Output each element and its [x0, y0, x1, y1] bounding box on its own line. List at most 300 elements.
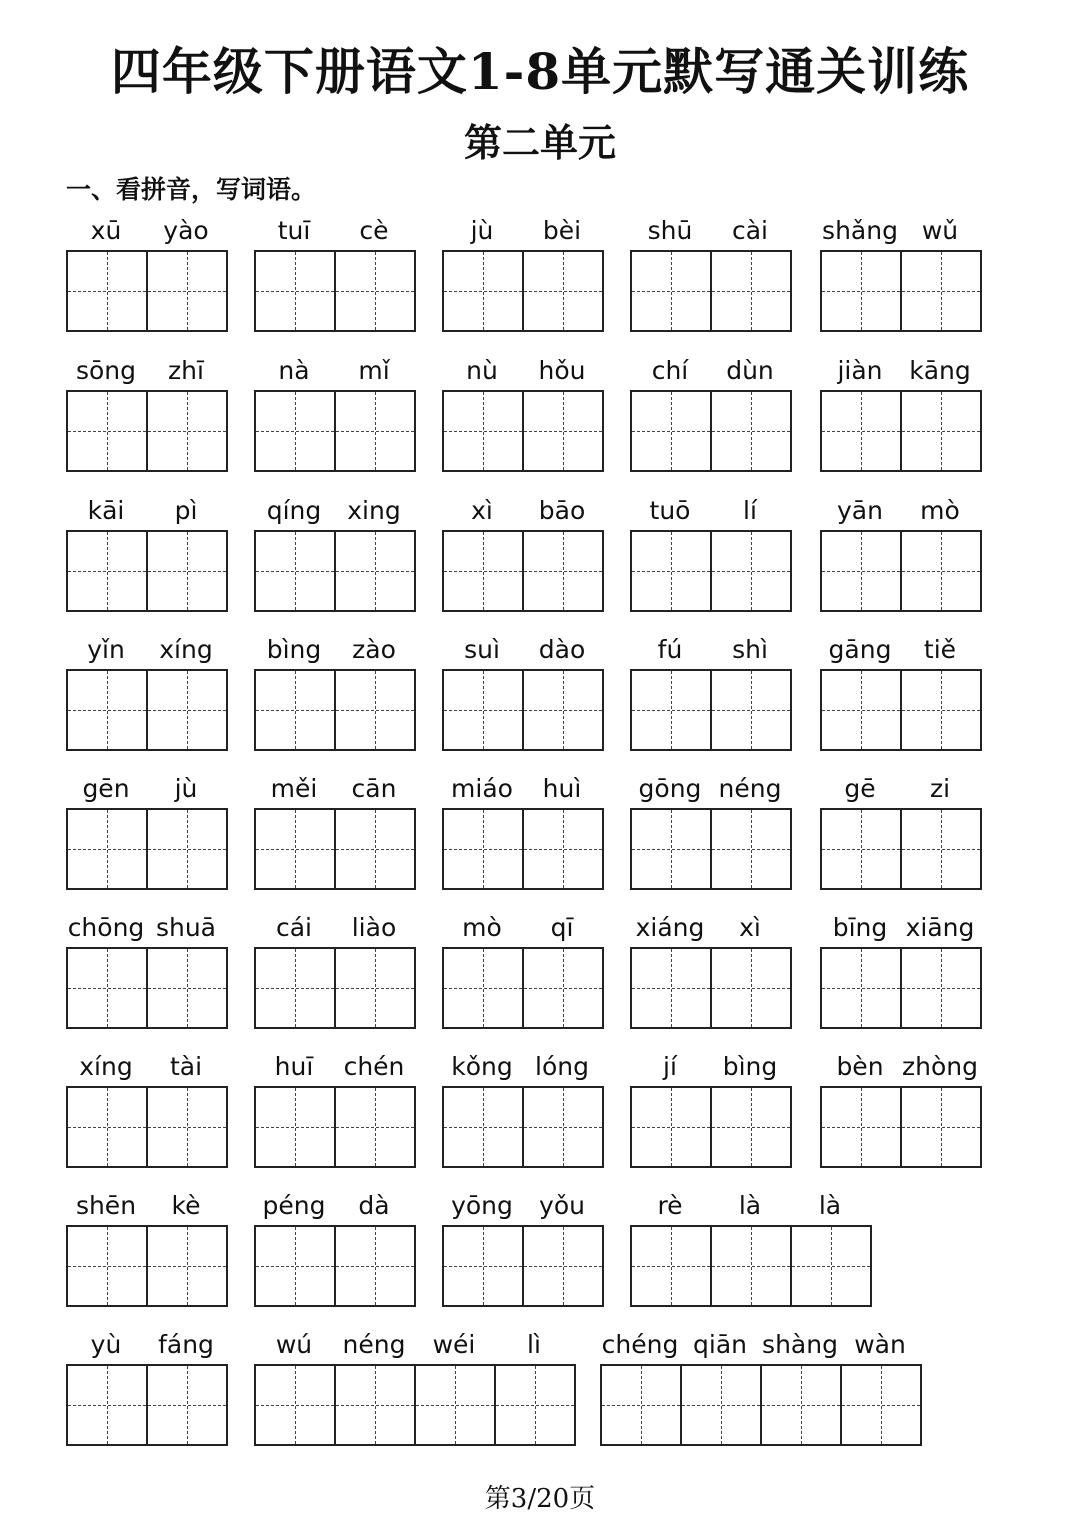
- tianzige-cell[interactable]: [900, 1086, 982, 1168]
- word-item: [254, 1328, 576, 1446]
- word-item: [442, 772, 604, 890]
- tianzige-cell[interactable]: [790, 1225, 872, 1307]
- tianzige-cell[interactable]: [900, 808, 982, 890]
- pinyin-syllable: lì: [527, 1330, 541, 1359]
- pinyin-line: [254, 354, 414, 390]
- writing-boxes: [254, 530, 416, 612]
- writing-boxes: [254, 250, 416, 332]
- writing-boxes: [630, 808, 792, 890]
- tianzige-cell[interactable]: [254, 390, 336, 472]
- word-row: [0, 214, 1080, 344]
- pinyin-syllable: tiě: [923, 635, 957, 664]
- pinyin-syllable: bìng: [722, 1052, 778, 1081]
- writing-boxes: [66, 947, 228, 1029]
- word-item: [630, 354, 792, 472]
- pinyin-syllable: gēn: [82, 774, 130, 803]
- tianzige-cell[interactable]: [820, 669, 902, 751]
- tianzige-cell[interactable]: [820, 947, 902, 1029]
- pinyin-line: [254, 214, 414, 250]
- tianzige-cell[interactable]: [820, 390, 902, 472]
- pinyin-syllable: yào: [163, 216, 209, 245]
- writing-boxes: [630, 1086, 792, 1168]
- pinyin-syllable: bāo: [538, 496, 586, 525]
- tianzige-cell[interactable]: [334, 808, 416, 890]
- writing-boxes: [254, 1086, 416, 1168]
- pinyin-line: [66, 214, 226, 250]
- pinyin-syllable: shēn: [75, 1191, 137, 1220]
- tianzige-cell[interactable]: [494, 1364, 576, 1446]
- tianzige-cell[interactable]: [710, 390, 792, 472]
- tianzige-cell[interactable]: [710, 250, 792, 332]
- pinyin-syllable: mò: [920, 496, 960, 525]
- tianzige-cell[interactable]: [820, 250, 902, 332]
- pinyin-syllable: yǐn: [87, 635, 125, 664]
- tianzige-cell[interactable]: [760, 1364, 842, 1446]
- tianzige-cell[interactable]: [630, 947, 712, 1029]
- word-item: [66, 911, 228, 1029]
- writing-boxes: [442, 530, 604, 612]
- pinyin-syllable: sōng: [75, 356, 137, 385]
- pinyin-syllable: hǒu: [538, 356, 586, 385]
- tianzige-cell[interactable]: [442, 250, 524, 332]
- tianzige-cell[interactable]: [630, 390, 712, 472]
- pinyin-line: [630, 214, 790, 250]
- tianzige-cell[interactable]: [630, 808, 712, 890]
- pinyin-line: [66, 354, 226, 390]
- pinyin-syllable: bèi: [542, 216, 582, 245]
- writing-boxes: [254, 947, 416, 1029]
- pinyin-line: [442, 1189, 602, 1225]
- word-item: [66, 772, 228, 890]
- writing-boxes: [820, 947, 982, 1029]
- writing-boxes: [630, 947, 792, 1029]
- pinyin-syllable: chí: [651, 356, 689, 385]
- tianzige-cell[interactable]: [146, 390, 228, 472]
- word-item: [442, 214, 604, 332]
- tianzige-cell[interactable]: [254, 1086, 336, 1168]
- word-row: [0, 1328, 1080, 1458]
- pinyin-syllable: gē: [844, 774, 876, 803]
- pinyin-syllable: shǎng: [822, 216, 898, 245]
- writing-boxes: [820, 1086, 982, 1168]
- pinyin-syllable: là: [818, 1191, 842, 1220]
- tianzige-cell[interactable]: [710, 669, 792, 751]
- writing-boxes: [254, 1225, 416, 1307]
- word-item: [820, 772, 982, 890]
- tianzige-cell[interactable]: [442, 530, 524, 612]
- tianzige-cell[interactable]: [680, 1364, 762, 1446]
- writing-boxes: [254, 808, 416, 890]
- tianzige-cell[interactable]: [334, 390, 416, 472]
- pinyin-syllable: xū: [90, 216, 122, 245]
- pinyin-syllable: chéng: [601, 1330, 679, 1359]
- tianzige-cell[interactable]: [254, 530, 336, 612]
- pinyin-syllable: bīng: [832, 913, 888, 942]
- pinyin-line: [442, 214, 602, 250]
- tianzige-cell[interactable]: [840, 1364, 922, 1446]
- tianzige-cell[interactable]: [66, 250, 148, 332]
- writing-boxes: [66, 530, 228, 612]
- pinyin-syllable: lí: [743, 496, 757, 525]
- tianzige-cell[interactable]: [66, 1086, 148, 1168]
- tianzige-cell[interactable]: [522, 808, 604, 890]
- word-item: [254, 494, 416, 612]
- pinyin-line: [442, 354, 602, 390]
- tianzige-cell[interactable]: [146, 1086, 228, 1168]
- word-row: [0, 1050, 1080, 1180]
- tianzige-cell[interactable]: [820, 1086, 902, 1168]
- pinyin-syllable: jù: [174, 774, 198, 803]
- tianzige-cell[interactable]: [146, 530, 228, 612]
- writing-boxes: [254, 669, 416, 751]
- pinyin-line: [66, 633, 226, 669]
- pinyin-line: [630, 494, 790, 530]
- pinyin-syllable: mò: [462, 913, 502, 942]
- word-item: [254, 911, 416, 1029]
- pinyin-syllable: néng: [342, 1330, 406, 1359]
- tianzige-cell[interactable]: [334, 947, 416, 1029]
- pinyin-syllable: fú: [657, 635, 683, 664]
- tianzige-cell[interactable]: [66, 947, 148, 1029]
- pinyin-line: [254, 1328, 574, 1364]
- tianzige-cell[interactable]: [820, 808, 902, 890]
- exercise-instruction: 一、看拼音，写词语。: [66, 175, 317, 204]
- pinyin-syllable: mǐ: [358, 356, 390, 385]
- word-item: [442, 354, 604, 472]
- pinyin-line: [442, 1050, 602, 1086]
- writing-boxes: [820, 808, 982, 890]
- pinyin-syllable: nà: [278, 356, 310, 385]
- pinyin-syllable: huī: [274, 1052, 314, 1081]
- pinyin-line: [630, 354, 790, 390]
- word-item: [66, 214, 228, 332]
- tianzige-cell[interactable]: [522, 1086, 604, 1168]
- pinyin-syllable: yān: [837, 496, 883, 525]
- pinyin-syllable: suì: [464, 635, 500, 664]
- pinyin-syllable: xíng: [79, 1052, 133, 1081]
- unit-subtitle: 第二单元: [463, 120, 616, 165]
- pinyin-syllable: tuī: [277, 216, 311, 245]
- word-item: [820, 633, 982, 751]
- pinyin-syllable: miáo: [451, 774, 513, 803]
- pinyin-syllable: xì: [739, 913, 761, 942]
- pinyin-syllable: dà: [358, 1191, 390, 1220]
- tianzige-cell[interactable]: [900, 250, 982, 332]
- word-row: [0, 633, 1080, 763]
- tianzige-cell[interactable]: [710, 530, 792, 612]
- writing-boxes: [66, 1364, 228, 1446]
- writing-boxes: [820, 669, 982, 751]
- tianzige-cell[interactable]: [442, 1086, 524, 1168]
- tianzige-cell[interactable]: [334, 669, 416, 751]
- tianzige-cell[interactable]: [442, 1225, 524, 1307]
- tianzige-cell[interactable]: [900, 947, 982, 1029]
- word-item: [820, 214, 982, 332]
- pinyin-syllable: shì: [732, 635, 768, 664]
- word-item: [442, 1050, 604, 1168]
- pinyin-line: [630, 911, 790, 947]
- word-row: [0, 354, 1080, 484]
- tianzige-cell[interactable]: [146, 1225, 228, 1307]
- tianzige-cell[interactable]: [146, 947, 228, 1029]
- tianzige-cell[interactable]: [254, 808, 336, 890]
- tianzige-cell[interactable]: [334, 1086, 416, 1168]
- pinyin-syllable: fáng: [158, 1330, 214, 1359]
- writing-boxes: [820, 250, 982, 332]
- tianzige-cell[interactable]: [146, 808, 228, 890]
- pinyin-line: [820, 633, 980, 669]
- pinyin-line: [254, 772, 414, 808]
- tianzige-cell[interactable]: [522, 669, 604, 751]
- word-item: [442, 633, 604, 751]
- word-item: [442, 1189, 604, 1307]
- page-number: 第3/20页: [484, 1484, 596, 1514]
- word-item: [66, 1328, 228, 1446]
- tianzige-cell[interactable]: [254, 947, 336, 1029]
- writing-boxes: [600, 1364, 922, 1446]
- tianzige-cell[interactable]: [146, 1364, 228, 1446]
- pinyin-syllable: jù: [470, 216, 494, 245]
- pinyin-syllable: cài: [731, 216, 768, 245]
- pinyin-line: [254, 494, 414, 530]
- writing-boxes: [442, 669, 604, 751]
- tianzige-cell[interactable]: [66, 1364, 148, 1446]
- word-row: [0, 911, 1080, 1041]
- tianzige-cell[interactable]: [630, 1225, 712, 1307]
- pinyin-syllable: měi: [270, 774, 318, 803]
- word-item: [820, 1050, 982, 1168]
- tianzige-cell[interactable]: [442, 390, 524, 472]
- pinyin-syllable: liào: [351, 913, 397, 942]
- pinyin-line: [820, 354, 980, 390]
- pinyin-syllable: rè: [657, 1191, 683, 1220]
- pinyin-syllable: wéi: [432, 1330, 476, 1359]
- tianzige-cell[interactable]: [630, 530, 712, 612]
- word-item: [630, 1189, 872, 1307]
- tianzige-cell[interactable]: [710, 947, 792, 1029]
- pinyin-line: [442, 772, 602, 808]
- word-item: [820, 354, 982, 472]
- pinyin-syllable: kāi: [87, 496, 125, 525]
- pinyin-line: [630, 772, 790, 808]
- word-item: [66, 633, 228, 751]
- word-item: [630, 494, 792, 612]
- pinyin-syllable: jiàn: [837, 356, 883, 385]
- pinyin-line: [66, 1328, 226, 1364]
- writing-boxes: [66, 808, 228, 890]
- word-item: [600, 1328, 922, 1446]
- tianzige-cell[interactable]: [334, 250, 416, 332]
- writing-boxes: [66, 669, 228, 751]
- pinyin-line: [600, 1328, 920, 1364]
- tianzige-cell[interactable]: [900, 390, 982, 472]
- tianzige-cell[interactable]: [442, 669, 524, 751]
- pinyin-syllable: lóng: [535, 1052, 589, 1081]
- word-item: [254, 214, 416, 332]
- tianzige-cell[interactable]: [146, 250, 228, 332]
- writing-boxes: [442, 947, 604, 1029]
- writing-boxes: [630, 390, 792, 472]
- pinyin-syllable: péng: [262, 1191, 326, 1220]
- writing-boxes: [442, 390, 604, 472]
- pinyin-syllable: wú: [275, 1330, 313, 1359]
- pinyin-syllable: xiáng: [635, 913, 705, 942]
- tianzige-cell[interactable]: [442, 947, 524, 1029]
- pinyin-line: [820, 1050, 980, 1086]
- pinyin-line: [254, 633, 414, 669]
- pinyin-syllable: là: [738, 1191, 762, 1220]
- pinyin-syllable: kǒng: [451, 1052, 513, 1081]
- pinyin-syllable: cái: [275, 913, 312, 942]
- writing-boxes: [820, 390, 982, 472]
- word-item: [630, 214, 792, 332]
- word-item: [630, 911, 792, 1029]
- tianzige-cell[interactable]: [254, 669, 336, 751]
- tianzige-cell[interactable]: [710, 808, 792, 890]
- pinyin-syllable: zi: [929, 774, 951, 803]
- tianzige-cell[interactable]: [66, 808, 148, 890]
- tianzige-cell[interactable]: [66, 530, 148, 612]
- tianzige-cell[interactable]: [334, 530, 416, 612]
- writing-boxes: [66, 250, 228, 332]
- pinyin-syllable: néng: [718, 774, 782, 803]
- pinyin-line: [442, 911, 602, 947]
- writing-boxes: [442, 1086, 604, 1168]
- writing-boxes: [630, 1225, 872, 1307]
- tianzige-cell[interactable]: [820, 530, 902, 612]
- word-item: [820, 911, 982, 1029]
- pinyin-line: [442, 494, 602, 530]
- tianzige-cell[interactable]: [900, 530, 982, 612]
- pinyin-syllable: chōng: [67, 913, 145, 942]
- pinyin-line: [630, 1189, 870, 1225]
- pinyin-line: [820, 911, 980, 947]
- pinyin-line: [254, 1050, 414, 1086]
- pinyin-syllable: jí: [663, 1052, 677, 1081]
- tianzige-cell[interactable]: [630, 1086, 712, 1168]
- tianzige-cell[interactable]: [254, 1225, 336, 1307]
- pinyin-syllable: gāng: [828, 635, 892, 664]
- pinyin-syllable: chén: [343, 1052, 405, 1081]
- pinyin-line: [66, 1189, 226, 1225]
- word-item: [630, 1050, 792, 1168]
- writing-boxes: [820, 530, 982, 612]
- pinyin-line: [820, 214, 980, 250]
- pinyin-line: [66, 911, 226, 947]
- word-item: [254, 1189, 416, 1307]
- pinyin-syllable: cān: [351, 774, 397, 803]
- tianzige-cell[interactable]: [254, 1364, 336, 1446]
- pinyin-syllable: bèn: [836, 1052, 884, 1081]
- tianzige-cell[interactable]: [522, 1225, 604, 1307]
- tianzige-cell[interactable]: [630, 250, 712, 332]
- tianzige-cell[interactable]: [710, 1086, 792, 1168]
- word-item: [630, 772, 792, 890]
- page-title: 四年级下册语文1-8单元默写通关训练: [110, 42, 970, 101]
- word-item: [442, 911, 604, 1029]
- tianzige-cell[interactable]: [66, 1225, 148, 1307]
- word-item: [66, 494, 228, 612]
- pinyin-syllable: bìng: [266, 635, 322, 664]
- tianzige-cell[interactable]: [146, 669, 228, 751]
- pinyin-syllable: shàng: [762, 1330, 838, 1359]
- pinyin-syllable: dùn: [726, 356, 774, 385]
- tianzige-cell[interactable]: [442, 808, 524, 890]
- tianzige-cell[interactable]: [66, 390, 148, 472]
- pinyin-syllable: zhī: [168, 356, 204, 385]
- pinyin-syllable: yǒu: [539, 1191, 585, 1220]
- pinyin-syllable: wàn: [854, 1330, 906, 1359]
- pinyin-syllable: shuā: [155, 913, 217, 942]
- pinyin-syllable: tài: [169, 1052, 203, 1081]
- writing-boxes: [442, 808, 604, 890]
- writing-boxes: [254, 390, 416, 472]
- word-item: [254, 354, 416, 472]
- tianzige-cell[interactable]: [522, 250, 604, 332]
- tianzige-cell[interactable]: [414, 1364, 496, 1446]
- pinyin-syllable: wǔ: [921, 216, 959, 245]
- pinyin-syllable: yù: [90, 1330, 122, 1359]
- pinyin-syllable: xíng: [159, 635, 213, 664]
- writing-boxes: [630, 530, 792, 612]
- tianzige-cell[interactable]: [630, 669, 712, 751]
- tianzige-cell[interactable]: [710, 1225, 792, 1307]
- tianzige-cell[interactable]: [522, 947, 604, 1029]
- pinyin-syllable: kè: [171, 1191, 201, 1220]
- pinyin-syllable: zào: [352, 635, 396, 664]
- pinyin-syllable: shū: [647, 216, 693, 245]
- word-item: [254, 633, 416, 751]
- pinyin-syllable: yōng: [451, 1191, 513, 1220]
- tianzige-cell[interactable]: [334, 1364, 416, 1446]
- tianzige-cell[interactable]: [254, 250, 336, 332]
- pinyin-syllable: tuō: [649, 496, 691, 525]
- word-item: [66, 1189, 228, 1307]
- pinyin-line: [66, 772, 226, 808]
- tianzige-cell[interactable]: [66, 669, 148, 751]
- pinyin-line: [66, 494, 226, 530]
- pinyin-syllable: dào: [538, 635, 586, 664]
- tianzige-cell[interactable]: [334, 1225, 416, 1307]
- pinyin-syllable: xing: [347, 496, 401, 525]
- tianzige-cell[interactable]: [522, 390, 604, 472]
- writing-boxes: [66, 1086, 228, 1168]
- tianzige-cell[interactable]: [600, 1364, 682, 1446]
- pinyin-syllable: cè: [359, 216, 389, 245]
- word-item: [254, 1050, 416, 1168]
- pinyin-syllable: nù: [466, 356, 498, 385]
- word-item: [254, 772, 416, 890]
- writing-boxes: [630, 250, 792, 332]
- word-item: [442, 494, 604, 612]
- pinyin-line: [820, 772, 980, 808]
- word-item: [66, 354, 228, 472]
- word-item: [630, 633, 792, 751]
- pinyin-line: [66, 1050, 226, 1086]
- writing-boxes: [442, 1225, 604, 1307]
- pinyin-line: [820, 494, 980, 530]
- pinyin-syllable: qíng: [266, 496, 322, 525]
- word-row: [0, 494, 1080, 624]
- writing-boxes: [66, 390, 228, 472]
- pinyin-line: [442, 633, 602, 669]
- pinyin-syllable: huì: [542, 774, 582, 803]
- word-row: [0, 1189, 1080, 1319]
- writing-boxes: [254, 1364, 576, 1446]
- tianzige-cell[interactable]: [900, 669, 982, 751]
- pinyin-syllable: xì: [471, 496, 493, 525]
- tianzige-cell[interactable]: [522, 530, 604, 612]
